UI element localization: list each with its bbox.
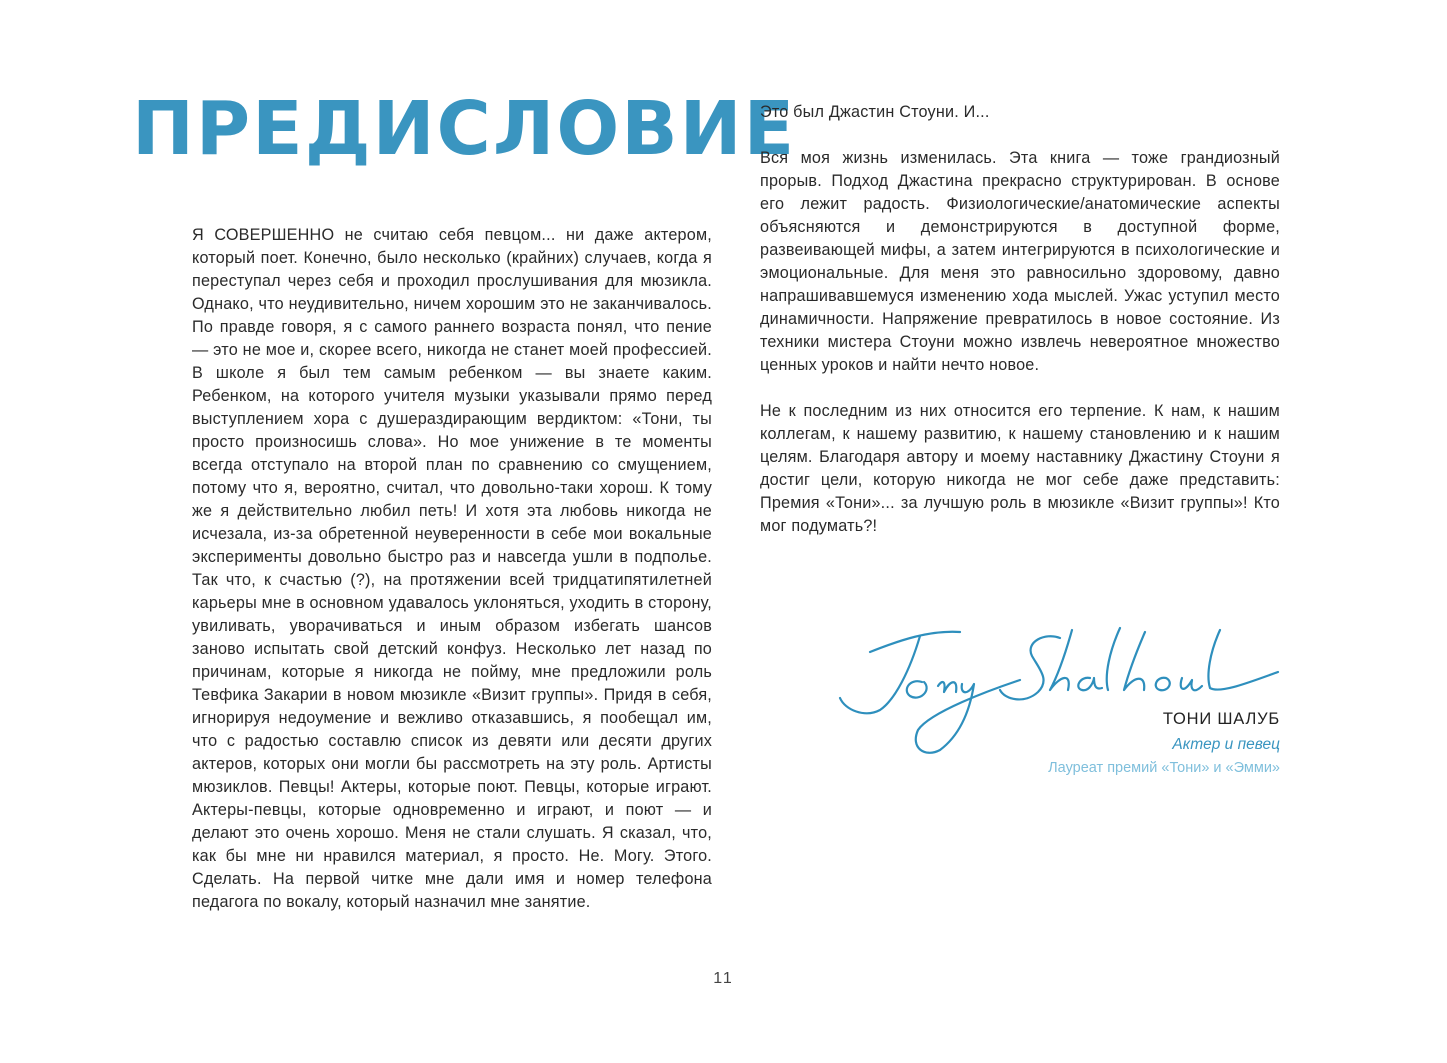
author-name: ТОНИ ШАЛУБ (1162, 710, 1280, 728)
body-paragraph: Не к последним из них относится его терпение. К нам, к нашим коллегам, к нашему развитию, к нашему становлению и к нашим целям. Благодаря автору и моему наставнику Джастину Стоуни я достиг цели, которую никогда не мог себе даже представить: Премия «Тони»... за лучшую роль в мюзикле «Визит группы»! Кто мог подумать?! (760, 402, 1280, 535)
signature-stroke (916, 680, 1020, 753)
page-title: ПРЕДИСЛОВИЕ (132, 86, 797, 172)
signature-stroke (1078, 678, 1102, 690)
body-paragraph: Это был Джастин Стоуни. И... (760, 103, 990, 121)
page-number: 11 (713, 970, 734, 987)
body-paragraph: Я СОВЕРШЕННО не считаю себя певцом... ни даже актером, который поет. Конечно, было несколько (крайних) случаев, когда я переступал через себя и проходил прослушивания для мюзикла. Однако, что неудивительно, ничем хорошим это не заканчивалось. По правде говоря, я с самого раннего возраста понял, что пение — это не мое и, скорее всего, никогда не станет моей профессией. В школе я был тем самым ребенком — вы знаете каким. Ребенком, на которого учителя музыки указывали прямо перед выступлением хора с душераздирающим вердиктом: «Тони, ты просто произносишь слова». Но мое унижение в те моменты всегда отступало на второй план по сравнению со смущением, потому что я, вероятно, считал, что довольно-таки хорош. К тому же я действительно любил петь! И хотя эта любовь никогда не исчезала, из-за обретенной неуверенности в себе мои вокальные эксперименты довольно быстро раз и навсегда ушли в подполье. Так что, к счастью (?), на протяжении всей тридцатипятилетней карьеры мне в основном удавалось уклоняться, уходить в сторону, увиливать, уворачиваться и иным образом избегать шансов заново испытать свой детский конфуз. Несколько лет назад по причинам, которые я никогда не пойму, мне предложили роль Тевфика Закарии в новом мюзикле «Визит группы». Придя в себя, игнорируя недоумение и вежливо отказавшись, я пообещал им, что с радостью составлю список из девяти или десяти других актеров, которых они могли бы рассмотреть на эту роль. Артисты мюзиклов. Певцы! Актеры, которые поют. Певцы, которые играют. Актеры-певцы, которые одновременно и играют, и поют — и делают это очень хорошо. Меня не стали слушать. Я сказал, что, как бы мне ни нравился материал, я просто. Не. Могу. Этого. Сделать. На первой читке мне дали имя и номер телефона педагога по вокалу, который назначил мне занятие. (192, 226, 712, 911)
author-award: Лауреат премий «Тони» и «Эмми» (1048, 760, 1280, 776)
right-text-column (760, 101, 1280, 561)
left-text-column (192, 224, 712, 914)
signature-stroke (1156, 678, 1170, 690)
body-paragraph: Вся моя жизнь изменилась. Эта книга — тоже грандиозный прорыв. Подход Джастина прекрасно структурирован. В основе его лежит радость. Физиологические/анатомические аспекты объясняются и демонстрируются в доступной форме, развеивающей мифы, а затем интегрируются в психологические и эмоциональные. Для меня это равносильно здоровому, давно напрашивавшемуся изменению хода мыслей. Ужас уступил место динамичности. Напряжение превратилось в новое состояние. Из техники мистера Стоуни можно извлечь невероятное множество ценных уроков и найти нечто новое. (760, 149, 1280, 374)
signature-stroke (938, 682, 956, 692)
signature-stroke (1107, 628, 1120, 690)
signature-stroke (1050, 630, 1072, 690)
signature-stroke (1208, 630, 1278, 690)
signature-stroke (907, 681, 927, 697)
signature-stroke (1124, 632, 1145, 690)
author-role: Актер и певец (1172, 736, 1280, 753)
signature-stroke (1181, 678, 1202, 690)
